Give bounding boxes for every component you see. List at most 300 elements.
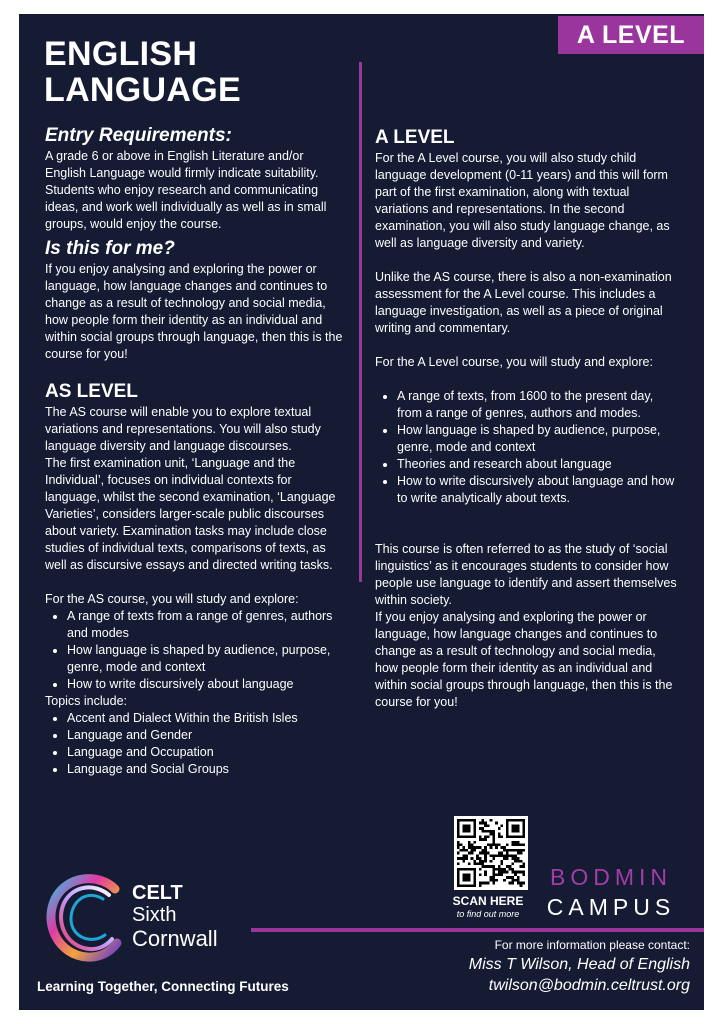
qr-module bbox=[484, 835, 487, 838]
qr-module bbox=[506, 843, 509, 846]
qr-module bbox=[476, 857, 479, 860]
qr-module bbox=[479, 846, 482, 849]
qr-module bbox=[481, 838, 484, 841]
is-this-for-me-text: If you enjoy analysing and exploring the power or language, how language changes and continues to change as a result of technology and social media, how people form their identity as an individual and within social groups through language, then this is the course for you! bbox=[45, 262, 343, 361]
qr-module bbox=[490, 843, 493, 846]
qr-module bbox=[490, 846, 493, 849]
qr-module bbox=[511, 882, 514, 885]
qr-module bbox=[481, 819, 484, 822]
qr-module bbox=[501, 852, 504, 855]
qr-module bbox=[511, 819, 514, 822]
qr-module bbox=[487, 824, 490, 827]
qr-module bbox=[468, 863, 471, 866]
qr-module bbox=[471, 849, 474, 852]
qr-module bbox=[511, 876, 514, 879]
qr-module bbox=[498, 873, 501, 876]
qr-module bbox=[487, 852, 490, 855]
qr-module bbox=[501, 860, 504, 863]
qr-module bbox=[517, 871, 520, 874]
qr-module bbox=[514, 860, 517, 863]
qr-module bbox=[509, 849, 512, 852]
qr-module bbox=[481, 882, 484, 885]
qr-module bbox=[457, 868, 460, 871]
qr-module bbox=[520, 852, 523, 855]
qr-module bbox=[511, 849, 514, 852]
a-level-para-2: Unlike the AS course, there is also a non-examination assessment for the A Level course. This includes a language investigation, as well as a piece of original writing and commentary. bbox=[375, 270, 672, 335]
qr-module bbox=[517, 852, 520, 855]
qr-module bbox=[457, 876, 460, 879]
qr-module bbox=[506, 865, 509, 868]
qr-module bbox=[468, 835, 471, 838]
qr-module bbox=[495, 843, 498, 846]
qr-module bbox=[490, 819, 493, 822]
qr-module bbox=[520, 882, 523, 885]
qr-module bbox=[503, 857, 506, 860]
qr-module bbox=[465, 835, 468, 838]
qr-module bbox=[503, 879, 506, 882]
a-level-list bbox=[375, 388, 680, 507]
qr-module bbox=[468, 868, 471, 871]
column-divider bbox=[359, 62, 362, 582]
qr-module bbox=[468, 879, 471, 882]
qr-module bbox=[457, 852, 460, 855]
qr-module bbox=[457, 830, 460, 833]
qr-module bbox=[495, 846, 498, 849]
qr-module bbox=[462, 876, 465, 879]
qr-module bbox=[471, 843, 474, 846]
qr-module bbox=[487, 835, 490, 838]
contact-email-link[interactable]: twilson@bodmin.celtrust.org bbox=[488, 977, 690, 994]
qr-module bbox=[506, 835, 509, 838]
qr-module bbox=[501, 824, 504, 827]
qr-module bbox=[476, 846, 479, 849]
qr-module bbox=[498, 827, 501, 830]
right-column bbox=[375, 126, 680, 711]
as-level-list bbox=[45, 608, 345, 693]
qr-module bbox=[520, 871, 523, 874]
qr-module bbox=[487, 830, 490, 833]
a-level-intro: For the A Level course, you will study and explore: bbox=[375, 355, 653, 369]
qr-module bbox=[473, 879, 476, 882]
qr-module bbox=[490, 865, 493, 868]
qr-module bbox=[487, 843, 490, 846]
qr-module bbox=[460, 849, 463, 852]
qr-module bbox=[498, 835, 501, 838]
qr-module bbox=[509, 876, 512, 879]
list-item: • Language and Gender bbox=[67, 727, 345, 744]
qr-module bbox=[506, 822, 509, 825]
qr-module bbox=[479, 852, 482, 855]
campus-name bbox=[541, 862, 681, 922]
qr-module bbox=[492, 873, 495, 876]
qr-module bbox=[476, 863, 479, 866]
qr-module bbox=[473, 873, 476, 876]
qr-module bbox=[522, 822, 525, 825]
qr-module bbox=[462, 824, 465, 827]
a-level-para-3: This course is often referred to as the study of ‘social linguistics’ as it encourages students to consider how people use language to identify and assert themselves within society. bbox=[375, 542, 677, 607]
qr-module bbox=[501, 863, 504, 866]
qr-module bbox=[462, 854, 465, 857]
qr-module bbox=[514, 879, 517, 882]
list-item: • Language and Social Groups bbox=[67, 761, 345, 778]
qr-module bbox=[520, 819, 523, 822]
qr-module bbox=[460, 868, 463, 871]
qr-module bbox=[484, 871, 487, 874]
qr-module bbox=[501, 868, 504, 871]
qr-module bbox=[522, 863, 525, 866]
qr-module bbox=[498, 852, 501, 855]
qr-module bbox=[473, 860, 476, 863]
qr-module bbox=[484, 865, 487, 868]
qr-module bbox=[457, 819, 460, 822]
qr-module bbox=[522, 830, 525, 833]
qr-module bbox=[520, 843, 523, 846]
qr-module bbox=[514, 854, 517, 857]
qr-module bbox=[522, 865, 525, 868]
qr-module bbox=[490, 833, 493, 836]
qr-module bbox=[501, 854, 504, 857]
qr-module bbox=[471, 884, 474, 887]
entry-requirements-heading: Entry Requirements: bbox=[45, 125, 232, 146]
as-level-intro: For the AS course, you will study and explore: bbox=[45, 592, 299, 606]
qr-module bbox=[473, 822, 476, 825]
title-line-2: LANGUAGE bbox=[44, 71, 241, 109]
qr-module bbox=[520, 860, 523, 863]
qr-module bbox=[473, 882, 476, 885]
qr-module bbox=[492, 854, 495, 857]
qr-module bbox=[498, 871, 501, 874]
qr-module bbox=[490, 876, 493, 879]
brand-line-2: Sixth bbox=[132, 904, 177, 926]
qr-module bbox=[501, 846, 504, 849]
qr-module bbox=[501, 873, 504, 876]
qr-module bbox=[465, 849, 468, 852]
qr-module bbox=[520, 849, 523, 852]
qr-module bbox=[487, 865, 490, 868]
list-item: • Language and Occupation bbox=[67, 744, 345, 761]
qr-module bbox=[468, 852, 471, 855]
qr-module bbox=[509, 854, 512, 857]
qr-module bbox=[484, 838, 487, 841]
tagline: Learning Together, Connecting Futures bbox=[37, 979, 289, 994]
qr-module bbox=[522, 843, 525, 846]
qr-module bbox=[479, 868, 482, 871]
qr-module bbox=[490, 854, 493, 857]
qr-module bbox=[511, 854, 514, 857]
qr-module bbox=[517, 857, 520, 860]
qr-module bbox=[487, 882, 490, 885]
scan-sub-label: to find out more bbox=[456, 909, 520, 919]
qr-module bbox=[484, 854, 487, 857]
qr-module bbox=[465, 873, 468, 876]
qr-module bbox=[509, 868, 512, 871]
qr-module bbox=[473, 871, 476, 874]
qr-module bbox=[495, 868, 498, 871]
qr-module bbox=[484, 824, 487, 827]
qr-module bbox=[479, 835, 482, 838]
qr-module bbox=[514, 843, 517, 846]
qr-module bbox=[462, 835, 465, 838]
qr-module bbox=[503, 849, 506, 852]
qr-module bbox=[514, 819, 517, 822]
qr-module bbox=[457, 822, 460, 825]
flyer-page bbox=[19, 14, 704, 1010]
qr-module bbox=[490, 879, 493, 882]
list-item: • Theories and research about language bbox=[397, 456, 680, 473]
qr-module bbox=[462, 849, 465, 852]
qr-module bbox=[517, 843, 520, 846]
page-title bbox=[44, 36, 241, 108]
qr-module bbox=[509, 865, 512, 868]
qr-module bbox=[509, 819, 512, 822]
qr-module bbox=[481, 822, 484, 825]
qr-module bbox=[517, 830, 520, 833]
qr-module bbox=[457, 882, 460, 885]
qr-module bbox=[473, 835, 476, 838]
qr-module bbox=[490, 860, 493, 863]
is-this-for-me-heading: Is this for me? bbox=[45, 238, 175, 259]
qr-module bbox=[460, 884, 463, 887]
qr-module bbox=[465, 857, 468, 860]
qr-module bbox=[492, 843, 495, 846]
qr-module bbox=[495, 879, 498, 882]
qr-module bbox=[517, 860, 520, 863]
qr-module bbox=[457, 857, 460, 860]
qr-module bbox=[457, 863, 460, 866]
a-level-para-4: If you enjoy analysing and exploring the power or language, how language changes and continues to change as a result of technology and social media, how people form their identity as an individual and within social groups through language, then this is the course for you! bbox=[375, 610, 673, 709]
title-line-1: ENGLISH bbox=[44, 35, 198, 73]
qr-module bbox=[465, 868, 468, 871]
list-item: • How to write discursively about language bbox=[67, 676, 345, 693]
qr-module bbox=[517, 824, 520, 827]
topics-list bbox=[45, 710, 345, 778]
qr-module bbox=[511, 868, 514, 871]
qr-module bbox=[460, 843, 463, 846]
as-level-heading: AS LEVEL bbox=[45, 381, 138, 402]
qr-module bbox=[492, 841, 495, 844]
celt-logo-icon bbox=[37, 867, 137, 967]
qr-module bbox=[484, 830, 487, 833]
qr-module bbox=[492, 835, 495, 838]
qr-module bbox=[465, 819, 468, 822]
qr-module bbox=[498, 865, 501, 868]
qr-module bbox=[522, 819, 525, 822]
qr-module bbox=[506, 876, 509, 879]
qr-module bbox=[506, 852, 509, 855]
qr-module bbox=[503, 854, 506, 857]
qr-module bbox=[492, 865, 495, 868]
qr-module bbox=[514, 857, 517, 860]
qr-module bbox=[473, 884, 476, 887]
scan-here-label: SCAN HERE bbox=[452, 894, 524, 908]
qr-module bbox=[511, 879, 514, 882]
qr-module bbox=[506, 871, 509, 874]
qr-module bbox=[490, 830, 493, 833]
qr-module bbox=[484, 849, 487, 852]
qr-module bbox=[492, 868, 495, 871]
qr-module bbox=[468, 873, 471, 876]
qr-module bbox=[471, 868, 474, 871]
qr-module bbox=[457, 843, 460, 846]
qr-module bbox=[514, 824, 517, 827]
qr-module bbox=[492, 830, 495, 833]
qr-module bbox=[471, 846, 474, 849]
qr-module bbox=[457, 873, 460, 876]
qr-module bbox=[514, 830, 517, 833]
qr-module bbox=[468, 830, 471, 833]
qr-module bbox=[522, 833, 525, 836]
qr-module bbox=[476, 854, 479, 857]
qr-module bbox=[511, 857, 514, 860]
qr-module bbox=[506, 819, 509, 822]
qr-module bbox=[468, 843, 471, 846]
qr-module bbox=[517, 827, 520, 830]
left-column bbox=[45, 124, 345, 778]
qr-module bbox=[462, 819, 465, 822]
qr-module bbox=[498, 854, 501, 857]
qr-module bbox=[506, 857, 509, 860]
qr-module bbox=[484, 852, 487, 855]
qr-module bbox=[492, 876, 495, 879]
qr-module bbox=[462, 868, 465, 871]
qr-module bbox=[492, 857, 495, 860]
qr-module bbox=[479, 838, 482, 841]
qr-module bbox=[471, 857, 474, 860]
a-level-heading: A LEVEL bbox=[375, 127, 455, 148]
list-item: • How language is shaped by audience, purpose, genre, mode and context bbox=[67, 642, 345, 676]
qr-module bbox=[481, 830, 484, 833]
list-item: • A range of texts, from 1600 to the present day, from a range of genres, authors and modes. bbox=[397, 388, 680, 422]
qr-module bbox=[509, 835, 512, 838]
qr-module bbox=[479, 873, 482, 876]
qr-module bbox=[465, 884, 468, 887]
qr-module bbox=[473, 876, 476, 879]
qr-module bbox=[503, 846, 506, 849]
qr-module bbox=[471, 819, 474, 822]
qr-module bbox=[511, 824, 514, 827]
qr-module bbox=[522, 835, 525, 838]
qr-module bbox=[514, 873, 517, 876]
qr-module bbox=[481, 860, 484, 863]
qr-module bbox=[471, 835, 474, 838]
brand-wordmark bbox=[132, 882, 218, 952]
qr-module bbox=[457, 884, 460, 887]
qr-module bbox=[501, 835, 504, 838]
qr-module bbox=[457, 879, 460, 882]
qr-module bbox=[522, 871, 525, 874]
qr-module bbox=[468, 876, 471, 879]
footer-rule bbox=[251, 928, 704, 932]
qr-module bbox=[511, 871, 514, 874]
qr-module bbox=[484, 857, 487, 860]
qr-module bbox=[462, 879, 465, 882]
qr-module bbox=[522, 827, 525, 830]
qr-module bbox=[473, 819, 476, 822]
qr-module bbox=[460, 857, 463, 860]
qr-module bbox=[520, 884, 523, 887]
qr-module bbox=[457, 827, 460, 830]
qr-module bbox=[492, 882, 495, 885]
qr-module bbox=[479, 857, 482, 860]
qr-module bbox=[522, 882, 525, 885]
qr-module bbox=[473, 833, 476, 836]
qr-module bbox=[473, 863, 476, 866]
qr-module bbox=[511, 827, 514, 830]
qr-module bbox=[520, 865, 523, 868]
qr-module bbox=[479, 827, 482, 830]
qr-module bbox=[457, 846, 460, 849]
qr-module bbox=[465, 876, 468, 879]
contact-name: Miss T Wilson, Head of English bbox=[468, 956, 690, 973]
qr-module bbox=[495, 822, 498, 825]
qr-module bbox=[517, 882, 520, 885]
qr-module bbox=[517, 841, 520, 844]
qr-module bbox=[465, 879, 468, 882]
level-badge: A LEVEL bbox=[558, 16, 704, 54]
qr-module bbox=[481, 863, 484, 866]
qr-module bbox=[465, 830, 468, 833]
qr-module bbox=[479, 863, 482, 866]
qr-module bbox=[517, 879, 520, 882]
qr-module bbox=[501, 871, 504, 874]
qr-module bbox=[506, 849, 509, 852]
list-item: • Accent and Dialect Within the British Isles bbox=[67, 710, 345, 727]
qr-module bbox=[457, 841, 460, 844]
qr-module bbox=[473, 830, 476, 833]
list-item: • How to write discursively about language and how to write analytically about texts. bbox=[397, 473, 680, 507]
qr-module bbox=[468, 827, 471, 830]
list-item: • How language is shaped by audience, purpose, genre, mode and context bbox=[397, 422, 680, 456]
qr-module bbox=[517, 876, 520, 879]
qr-module bbox=[514, 841, 517, 844]
qr-module bbox=[522, 849, 525, 852]
qr-module bbox=[522, 873, 525, 876]
qr-module bbox=[473, 841, 476, 844]
qr-module bbox=[506, 854, 509, 857]
qr-module bbox=[468, 846, 471, 849]
qr-module bbox=[503, 871, 506, 874]
qr-module bbox=[492, 871, 495, 874]
qr-module bbox=[517, 835, 520, 838]
qr-module bbox=[473, 824, 476, 827]
qr-module bbox=[481, 849, 484, 852]
qr-module bbox=[495, 854, 498, 857]
qr-module bbox=[465, 827, 468, 830]
qr-module bbox=[473, 846, 476, 849]
as-level-para-1: The AS course will enable you to explore textual variations and representations. You will also study language diversity and language discourses. bbox=[45, 405, 321, 453]
campus-line-2: CAMPUS bbox=[546, 894, 676, 920]
qr-module bbox=[484, 873, 487, 876]
qr-module bbox=[479, 822, 482, 825]
qr-module bbox=[484, 822, 487, 825]
qr-module bbox=[460, 835, 463, 838]
qr-module bbox=[462, 857, 465, 860]
qr-module bbox=[465, 824, 468, 827]
qr-module bbox=[509, 882, 512, 885]
qr-module bbox=[492, 833, 495, 836]
topics-label: Topics include: bbox=[45, 694, 127, 708]
qr-module bbox=[457, 833, 460, 836]
qr-module bbox=[498, 868, 501, 871]
qr-module bbox=[473, 868, 476, 871]
contact-label: For more information please contact: bbox=[494, 938, 690, 952]
qr-module bbox=[462, 884, 465, 887]
qr-code-icon[interactable] bbox=[454, 816, 528, 890]
campus-line-1: BODMIN bbox=[550, 864, 672, 890]
qr-module bbox=[479, 860, 482, 863]
qr-module bbox=[473, 827, 476, 830]
qr-module bbox=[468, 884, 471, 887]
